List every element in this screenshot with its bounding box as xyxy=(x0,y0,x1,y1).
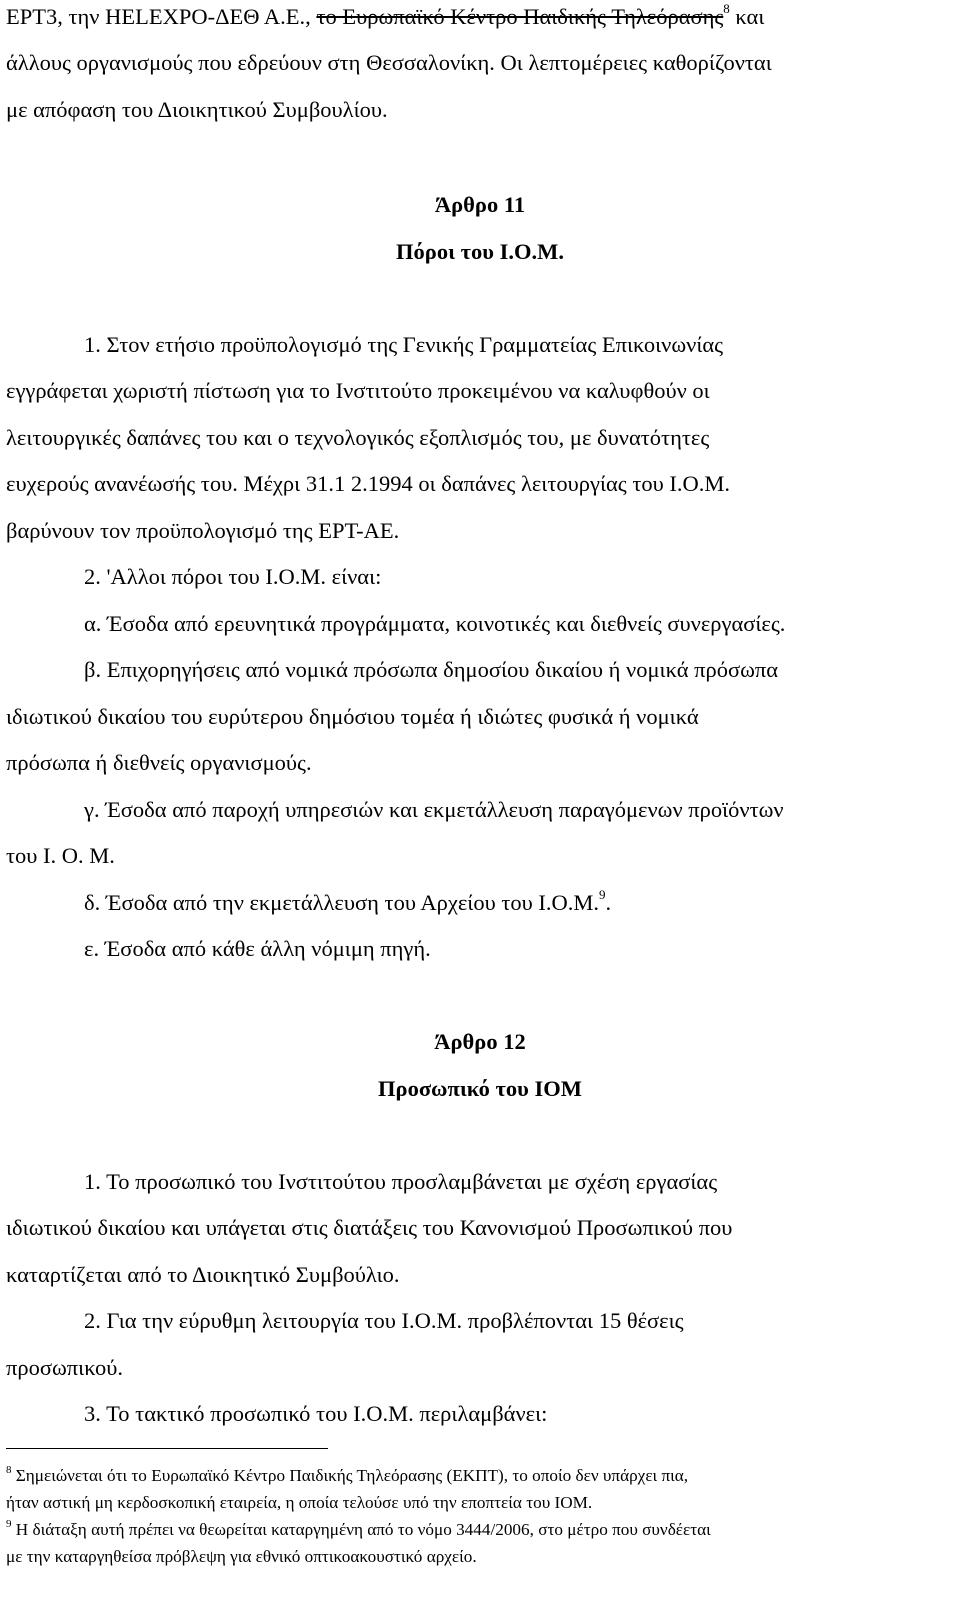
paragraph-line: 2. Για την εύρυθμη λειτουργία του Ι.Ο.Μ. προβλέπονται 15 θέσεις xyxy=(84,1308,684,1333)
footnote-ref-9: 9 xyxy=(599,887,606,902)
struck-text: το Ευρωπαϊκό Κέντρο Παιδικής Τηλεόρασης xyxy=(316,4,724,29)
list-item: ε. Έσοδα από κάθε άλλη νόμιμη πηγή. xyxy=(84,936,431,961)
paragraph-line: καταρτίζεται από το Διοικητικό Συμβούλιο. xyxy=(6,1262,400,1287)
footnote-9-continuation: με την καταργηθείσα πρόβλεψη για εθνικό οπτικοακουστικό αρχείο. xyxy=(6,1547,477,1566)
footnote-text: Η διάταξη αυτή πρέπει να θεωρείται καταργημένη από το νόμο 3444/2006, στο μέτρο που συνδέεται xyxy=(11,1520,711,1539)
paragraph-line: λειτουργικές δαπάνες του και ο τεχνολογικός εξοπλισμός του, με δυνατότητες xyxy=(6,425,710,450)
article-11-title: Πόροι του Ι.Ο.Μ. xyxy=(396,239,564,264)
paragraph-line: ιδιωτικού δικαίου και υπάγεται στις διατάξεις του Κανονισμού Προσωπικού που xyxy=(6,1215,733,1240)
paragraph-line: 2. 'Αλλοι πόροι του Ι.Ο.Μ. είναι: xyxy=(84,564,382,589)
footnote-ref-8: 8 xyxy=(723,1,730,16)
list-item-continuation: πρόσωπα ή διεθνείς οργανισμούς. xyxy=(6,750,312,775)
intro-line-1 xyxy=(6,1,765,29)
intro-text: και xyxy=(729,4,765,29)
paragraph-line: 3. Το τακτικό προσωπικό του Ι.Ο.Μ. περιλαμβάνει: xyxy=(84,1401,548,1426)
footnote-number: 8 xyxy=(6,1464,12,1476)
list-item: β. Επιχορηγήσεις από νομικά πρόσωπα δημοσίου δικαίου ή νομικά πρόσωπα xyxy=(84,657,779,682)
paragraph-line: προσωπικού. xyxy=(6,1355,124,1380)
paragraph-line: βαρύνουν τον προϋπολογισμό της ΕΡΤ-ΑΕ. xyxy=(6,518,400,543)
article-11-number: Άρθρο 11 xyxy=(434,192,526,217)
article-12-number: Άρθρο 12 xyxy=(434,1029,526,1054)
intro-line-2: άλλους οργανισμούς που εδρεύουν στη Θεσσαλονίκη. Οι λεπτομέρειες καθορίζονται xyxy=(6,50,772,75)
list-item: α. Έσοδα από ερευνητικά προγράμματα, κοινοτικές και διεθνείς συνεργασίες. xyxy=(84,611,786,636)
footnote-divider xyxy=(6,1448,328,1449)
list-item xyxy=(84,887,612,915)
list-item-text: δ. Έσοδα από την εκμετάλλευση του Αρχείου του Ι.Ο.Μ. xyxy=(84,890,600,915)
footnote-8-continuation: ήταν αστική μη κερδοσκοπική εταιρεία, η οποία τελούσε υπό την εποπτεία του ΙΟΜ. xyxy=(6,1493,593,1512)
intro-text: ΕΡΤ3, την HELEXPO-ΔΕΘ Α.Ε., xyxy=(6,4,317,29)
list-item-continuation: ιδιωτικού δικαίου του ευρύτερου δημόσιου τομέα ή ιδιώτες φυσικά ή νομικά xyxy=(6,704,699,729)
article-12-title: Προσωπικό του ΙΟΜ xyxy=(378,1076,582,1101)
list-item-continuation: του Ι. Ο. Μ. xyxy=(6,843,115,868)
footnote-8 xyxy=(6,1464,689,1485)
footnote-9 xyxy=(6,1518,711,1539)
intro-line-3: με απόφαση του Διοικητικού Συμβουλίου. xyxy=(6,97,388,122)
list-item: γ. Έσοδα από παροχή υπηρεσιών και εκμετάλλευση παραγόμενων προϊόντων xyxy=(84,797,784,822)
list-item-text: . xyxy=(605,890,612,915)
footnote-text: Σημειώνεται ότι το Ευρωπαϊκό Κέντρο Παιδικής Τηλεόρασης (ΕΚΠΤ), το οποίο δεν υπάρχει πια, xyxy=(11,1466,689,1485)
footnote-number: 9 xyxy=(6,1518,12,1530)
paragraph-line: 1. Το προσωπικό του Ινστιτούτου προσλαμβάνεται με σχέση εργασίας xyxy=(84,1169,718,1194)
paragraph-line: ευχερούς ανανέωσής του. Μέχρι 31.1 2.1994 οι δαπάνες λειτουργίας του Ι.Ο.Μ. xyxy=(6,471,731,496)
paragraph-line: εγγράφεται χωριστή πίστωση για το Ινστιτούτο προκειμένου να καλυφθούν οι xyxy=(6,378,710,403)
paragraph-line: 1. Στον ετήσιο προϋπολογισμό της Γενικής Γραμματείας Επικοινωνίας xyxy=(84,332,724,357)
